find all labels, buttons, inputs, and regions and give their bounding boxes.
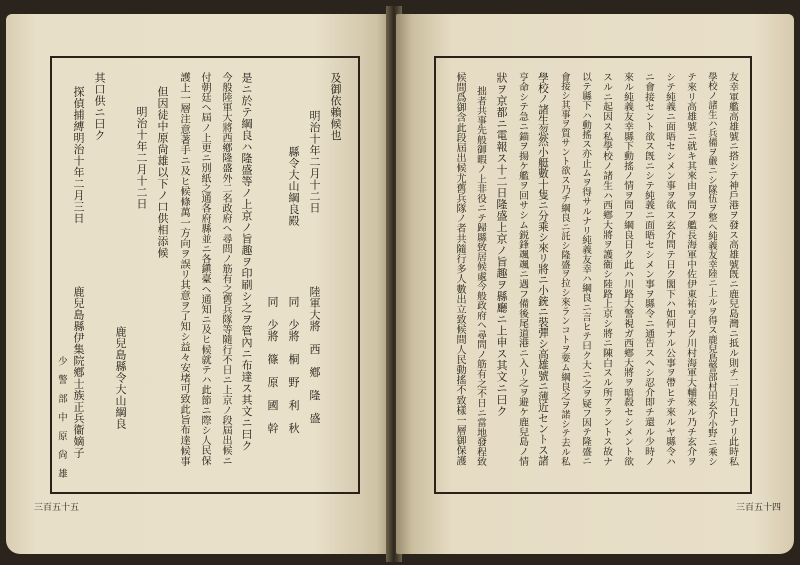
right-text-column: 會接シ其事ヲ質サント欲ス乃チ綱良ニ託シ隆盛ヲ拉シ來ランコトヲ要ム綱良之ヲ諾シテ去ル私 (559, 72, 570, 466)
left-text-column: 探偵捕縛明治十年二月三日 (72, 86, 85, 224)
right-text-column: 友幸軍艦高雄號ニ搭シテ神戶港ヲ發ス高雄號旣ニ鹿兒島灣ニ抵ル則チ二月九日ナリ此時私 (727, 72, 738, 466)
right-text-column: 以テ縣下ハ動搖ス亦止ムヲ得サルナリ純義友幸ハ綱良ニ言ヒテ曰ク大ニ之ヲ疑フ因テ隆盛ニ (580, 72, 591, 466)
left-text-column: 明治十年二月十二日 (308, 110, 321, 214)
left-text-column: 護上一層注意著手ニ及ヒ候條萬一方向ヲ誤リ其意ヲ了知シ益々安堵可致此旨布達候事 (178, 72, 190, 467)
right-text-column: 學校ノ諸生忽然小艇數十隻ニ分乘シ來リ將ニ小銃ニ裝彈シ高雄號ニ薄近セントス諸 (537, 72, 550, 466)
left-text-column: 付朝廷ヘ屆ノ上更ニ別紙之通各府縣並ニ各鎭臺ヘ通知ニ及ヒ候就テハ此節ニ際シ人民保 (199, 72, 210, 466)
left-page-number: 三百五十五 (34, 503, 80, 513)
left-text-column: 同 少將 桐 野 利 秋 (287, 296, 300, 434)
right-page-number: 三百五十四 (736, 503, 782, 513)
left-text-column: 是ニ於テ綱良ハ隆盛等ノ上京ノ旨趣ヲ印刷シ之ヲ管內ニ布達ス其文ニ曰ク (240, 72, 253, 452)
left-text-column: 縣令大山綱良殿 (287, 146, 300, 227)
right-text-column: テ來リ高雄號ニ就キ其來由ヲ問フ艦長海軍中佐伊東祐亨日ク川村海軍大輔來ル乃チ玄介ヲ (685, 72, 696, 466)
right-text-column: 狀ヲ京都ニ電報ス十二日隆盛上京ノ旨趣ヲ縣廳ニ上申ス其文ニ曰ク (495, 72, 508, 417)
left-text-column: 陸軍大將 西 鄕 隆 盛 (308, 286, 321, 424)
right-text-column: スルニ起因ス私學校ノ諸生ハ西鄕大將ヲ護衞シ陸路上京シ將ニ陳白スル所アラントス故ナ (601, 72, 612, 466)
left-page (6, 14, 392, 554)
left-text-column: 同 少將 篠 原 國 幹 (266, 296, 279, 434)
right-text-column: ニ會接セント欲ス旣ニシテ純義ニ面晤セシメン事ヲ縣令ニ通告スヘシ忍介即チ還ル少時ノ (643, 72, 654, 466)
left-text-column: 鹿兒島縣令大山綱良 (114, 326, 127, 430)
left-text-column: 但因徒中原尙雄以下ノ口供相添候 (156, 86, 169, 259)
left-text-column: 及御依賴候也 (329, 72, 342, 141)
right-text-column: 亨命シテ急ニ錨ヲ揚ケ艦ヲ回サシム鋭鋒颯颯ニ遇フ備後尾道港ニ入リ之ヲ避ケ鹿兒島ノ情 (517, 72, 528, 466)
left-text-column: 今般陸軍大將西鄕隆盛外二名政府ヘ尋問ノ筋有之舊兵隊等隨行不日ニ上京ノ段屆出候ニ (220, 72, 231, 466)
right-text-column: 來ル純義友幸縣下動搖ノ情ヲ問フ綱良日ク此ハ川路大警視ガ西鄕大將ヲ暗殺セシメント欲 (622, 72, 633, 466)
left-text-column: 其口供ニ曰ク (93, 72, 106, 141)
right-text-column: 拙者共事先般御暇ノ上非役ニテ歸縣致居候處今般政府ヘ尋問ノ筋有之不日ニ當地發程致 (475, 86, 486, 467)
left-text-column: 鹿兒島縣伊集院鄕士族正兵衞嫡子 (72, 286, 85, 459)
left-text-column: 明治十年二月十二日 (135, 106, 148, 210)
right-text-column: 學校ノ諸生ハ兵備ヲ嚴ニシ隊伍ヲ整ヘ純義友幸陸ニ上ルヲ得ス鹿兒島警部村田玄介小野ニ乘シ (706, 72, 717, 466)
right-text-column: 候間爲御含此段屆出候尤舊兵隊ノ者共隨行多人數出立致候間人民動搖不致樣一層御保護 (454, 72, 465, 466)
right-text-column: シテ純義ニ面晤セシメン事ヲ欲ス玄介問テ日ク閣下ハ如何ナル公事ヲ帶ヒテ來ルヤ縣令ハ (664, 72, 675, 466)
right-page (396, 14, 794, 554)
left-text-column: 少 警 部 中 原 尙 雄 (56, 356, 67, 479)
